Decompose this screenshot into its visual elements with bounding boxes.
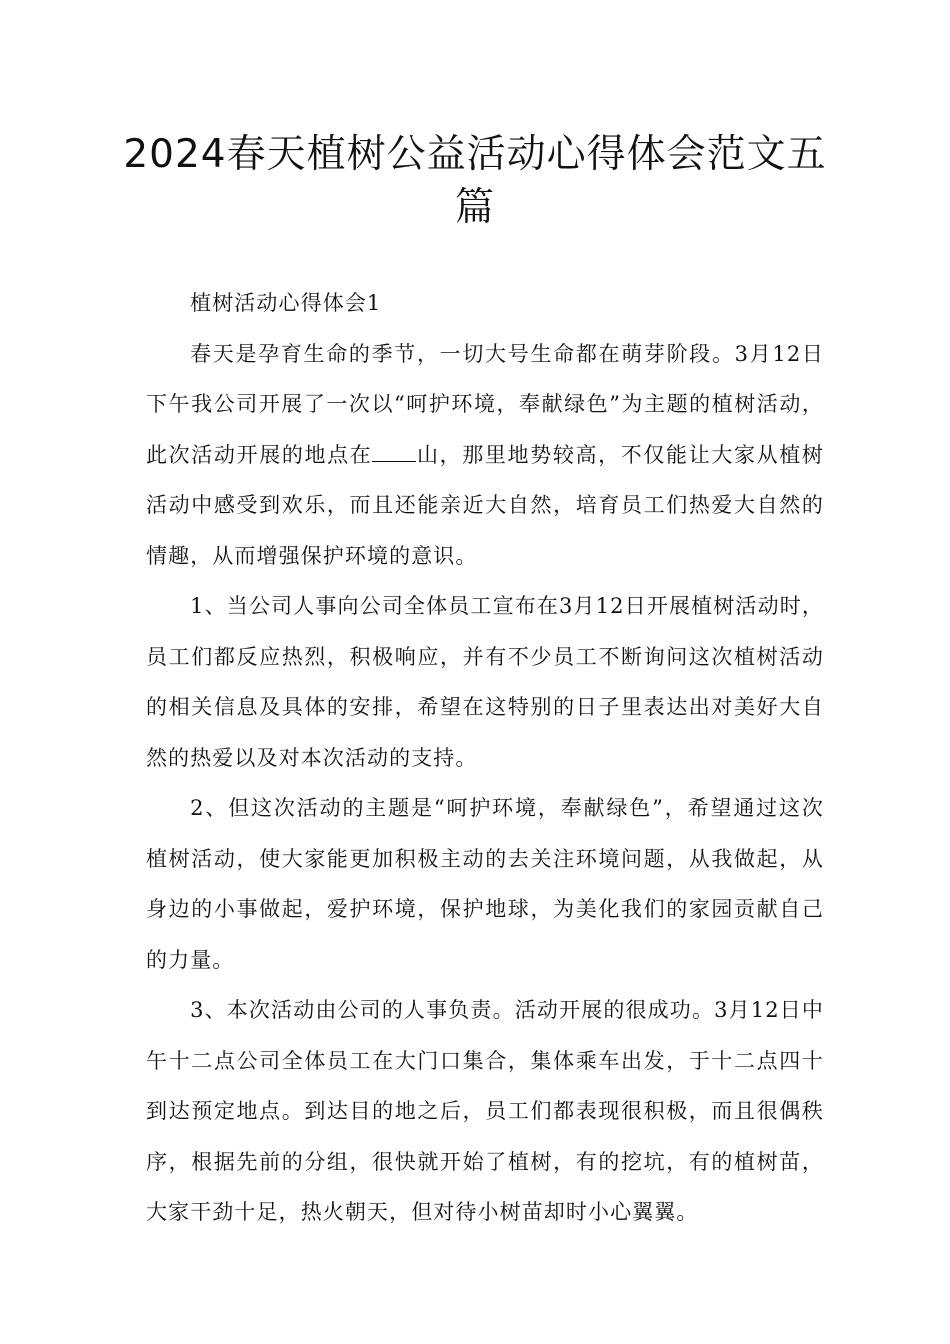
section-heading: 植树活动心得体会1 [190,291,382,315]
paragraph-3: 3、本次活动由公司的人事负责。活动开展的很成功。3月12日中午十二点公司全体员工在大门口集合，集体乘车出发，于十二点四十到达预定地点。到达目的地之后，员工们都表现很积极，而且很偶秩序，根据先前的分组，很快就开始了植树，有的挖坑，有的植树苗，大家干劲十足，热火朝天，但对待小树苗却时小心翼翼。 [146,998,824,1224]
paragraph-intro-part-1: 春天是孕育生命的季节，一切大号生命都在萌芽阶段。3月12日下午我公司开展了一次以“呵护环境，奉献绿色”为主题的植树活动，此次活动开展的地点在 [146,341,824,467]
paragraph-2: 2、但这次活动的主题是“呵护环境，奉献绿色”，希望通过这次植树活动，使大家能更加积极主动的去关注环境问题，从我做起，从身边的小事做起，爱护环境，保护地球，为美化我们的家园贡献自己的力量。 [146,796,824,972]
paragraph-1: 1、当公司人事向公司全体员工宣布在3月12日开展植树活动时，员工们都反应热烈，积极响应，并有不少员工不断询问这次植树活动的相关信息及具体的安排，希望在这特别的日子里表达出对美好大自然的热爱以及对本次活动的支持。 [146,594,824,770]
fill-in-blank [372,443,416,462]
paragraph-intro-part-2: 山，那里地势较高，不仅能让大家从植树活动中感受到欢乐，而且还能亲近大自然，培育员工们热爱大自然的情趣，从而增强保护环境的意识。 [146,442,824,568]
document-title: 2024春天植树公益活动心得体会范文五篇 [123,132,827,230]
paragraph-intro [146,329,824,582]
document-body [146,278,824,1238]
